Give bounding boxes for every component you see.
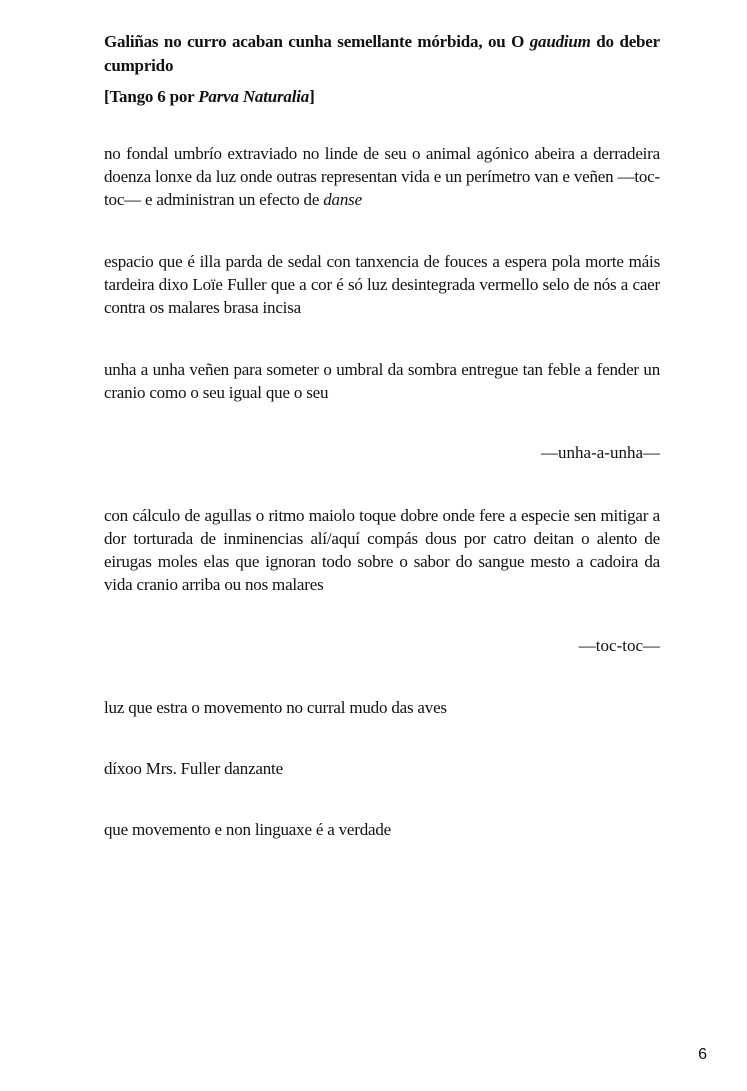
refrain-unha-a-unha: —unha-a-unha— [541, 443, 660, 462]
refrain-toc-toc: —toc-toc— [578, 636, 660, 655]
stanza-3: unha a unha veñen para someter o umbral da sombra entregue tan feble a fender un cranio como o seu igual que o seu [104, 360, 660, 402]
title-text-1: Galiñas no curro acaban cunha semellante mórbida, ou O [104, 32, 530, 51]
stanza-2: espacio que é illa parda de sedal con tanxencia de fouces a espera pola morte máis tardeira dixo Loïe Fuller que a cor é só luz desintegrada vermello selo de nós a caer contra os malares brasa incisa [104, 252, 660, 317]
verse-line-2: díxoo Mrs. Fuller danzante [104, 759, 283, 778]
verse-line-1: luz que estra o movemento no curral mudo das aves [104, 698, 447, 717]
stanza-1-italic: danse [323, 190, 362, 209]
poem-subtitle [104, 85, 660, 108]
subtitle-text-1: [Tango 6 por [104, 87, 199, 106]
subtitle-italic: Parva Naturalia [198, 87, 310, 106]
stanza-1-text: no fondal umbrío extraviado no linde de seu o animal agónico abeira a derradeira doenza lonxe da luz onde outras representan vida e un perímetro van e veñen —toc-toc— e administran un efecto de [104, 144, 660, 209]
poem-title [104, 30, 660, 78]
title-italic: gaudium [529, 32, 591, 51]
title-text-2: do deber cumprido [104, 32, 660, 75]
stanza-1 [104, 142, 660, 211]
stanza-4: con cálculo de agullas o ritmo maiolo toque dobre onde fere a especie sen mitigar a dor torturada de inminencias alí/aquí compás dous por catro deitan o alento de eirugas moles elas que ignoran todo sobre o sabor do sangue mesto a cadoira da vida cranio arriba ou nos malares [104, 506, 660, 594]
page-number: 6 [698, 1046, 707, 1063]
verse-line-3: que movemento e non linguaxe é a verdade [104, 820, 392, 839]
subtitle-text-2: ] [309, 87, 315, 106]
